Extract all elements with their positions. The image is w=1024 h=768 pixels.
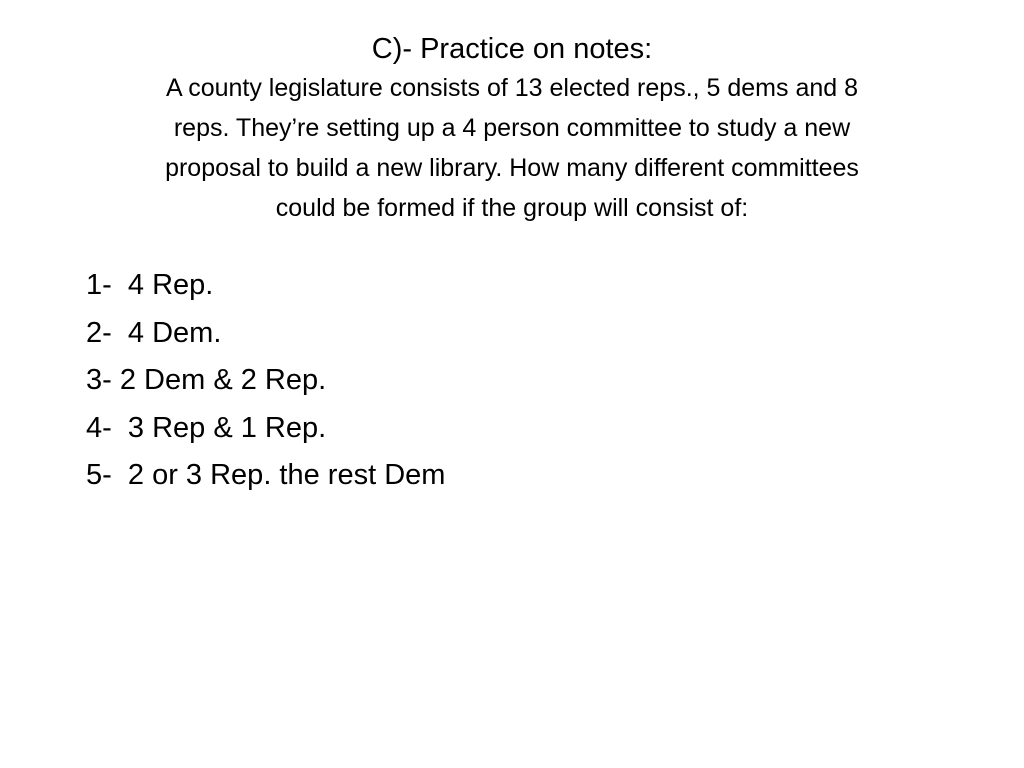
title-heading: C)- Practice on notes:: [371, 33, 653, 65]
slide-title: [50, 30, 974, 228]
question-item-3: 3- 2 Dem & 2 Rep.: [86, 364, 327, 396]
prompt-line: could be formed if the group will consist of:: [275, 194, 749, 222]
prompt-line: A county legislature consists of 13 elected reps., 5 dems and 8: [165, 74, 859, 102]
question-item-1: 1- 4 Rep.: [86, 269, 214, 301]
prompt-line: reps. They’re setting up a 4 person committee to study a new: [173, 114, 851, 142]
question-item-5: 5- 2 or 3 Rep. the rest Dem: [86, 459, 446, 491]
question-item-2: 2- 4 Dem.: [86, 316, 222, 349]
problem-prompt: [50, 68, 974, 228]
question-item-4: 4- 3 Rep & 1 Rep.: [86, 411, 327, 444]
prompt-line: proposal to build a new library. How many different committees: [165, 154, 859, 182]
question-list: [86, 262, 786, 500]
